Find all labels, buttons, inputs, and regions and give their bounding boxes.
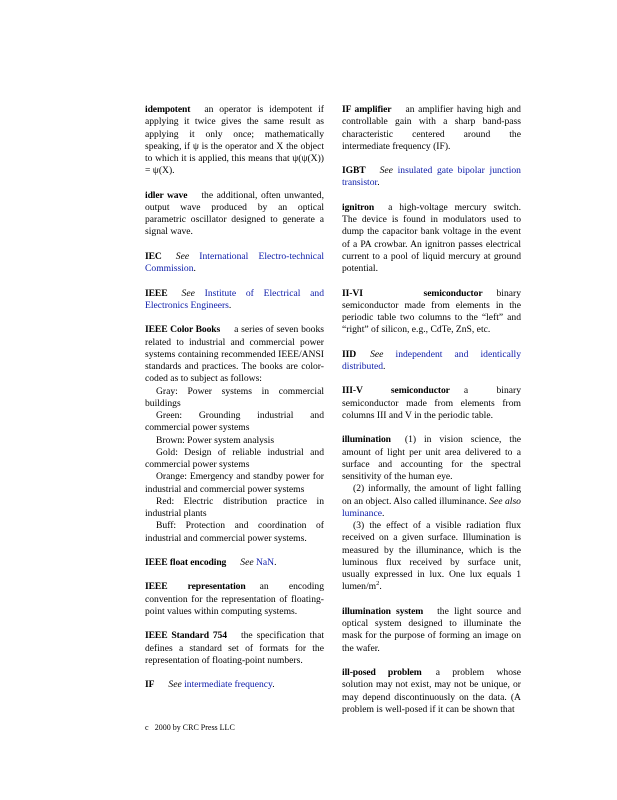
- sense-2: (2) informally, the amount of light falling on an object. Also called illuminance.: [342, 483, 521, 507]
- entry-iii-v-semiconductor: [342, 385, 521, 422]
- punctuation: .: [377, 177, 380, 189]
- see-also-label: See also: [489, 495, 521, 507]
- color-book-item: Buff: Protection and coordination of industrial and commercial power systems.: [145, 520, 324, 544]
- sense-1: (1) in vision science, the amount of light per unit area delivered to a surface and accounting for the spectral sensitivity of the human eye.: [342, 434, 521, 483]
- entry-illumination-system: [342, 606, 521, 655]
- entry-term: IEEE Color Books: [145, 324, 221, 336]
- cross-reference-link[interactable]: intermediate frequency: [184, 679, 273, 691]
- right-column: [342, 104, 521, 728]
- entry-iec: [145, 251, 324, 276]
- entry-idler-wave: [145, 190, 324, 239]
- entry-term: ill-posed problem: [342, 667, 422, 678]
- see-label: See: [379, 165, 393, 177]
- entry-term: IEC: [145, 250, 162, 262]
- entry-illumination: [342, 434, 521, 593]
- entry-ill-posed-problem: [342, 667, 521, 716]
- entry-term: IEEE: [145, 287, 168, 299]
- entry-term: IEEE Standard 754: [145, 630, 227, 642]
- entry-term: IEEE float encoding: [145, 556, 227, 568]
- entry-if: [145, 679, 324, 691]
- entry-ieee-standard-754: [145, 630, 324, 667]
- entry-term: illumination system: [342, 605, 424, 617]
- entry-term: ignitron: [342, 201, 375, 213]
- entry-definition: an amplifier having high and controllable gain with a sharp band-pass characteristic centered around the intermediate frequency (IF).: [342, 104, 521, 152]
- color-book-item: Orange: Emergency and standby power for industrial and commercial power systems: [145, 471, 324, 495]
- entry-term: IF: [145, 679, 155, 691]
- punctuation: .: [228, 299, 232, 311]
- punctuation: .: [272, 679, 275, 691]
- superscript: 2: [376, 580, 380, 588]
- see-label: See: [181, 287, 195, 299]
- entry-term: illumination: [342, 434, 391, 446]
- punctuation: .: [193, 263, 196, 275]
- punctuation: .: [381, 507, 385, 519]
- entry-igbt: [342, 165, 521, 190]
- punctuation: .: [383, 361, 386, 372]
- entry-ignitron: [342, 202, 521, 276]
- cross-reference-link[interactable]: insulated gate bipolar junction transistor: [342, 165, 521, 189]
- see-label: See: [168, 679, 182, 691]
- entry-definition: the light source and optical system designed to illuminate the mask for the purpose of forming an image on the wafer.: [342, 605, 521, 654]
- color-book-item: Red: Electric distribution practice in industrial plants: [145, 495, 324, 519]
- copyright-footer: c⃝2000 by CRC Press LLC: [145, 723, 235, 732]
- entry-definition: a series of seven books related to industrial and commercial power systems containing recommended IEEE/ANSI standards and practices. The books are color-coded as to subject as follows:: [145, 324, 324, 385]
- entry-idempotent: [145, 104, 324, 178]
- entry-ii-vi-semiconductor: [342, 288, 521, 337]
- entry-ieee: [145, 288, 324, 313]
- color-book-item: Gray: Power systems in commercial buildings: [145, 385, 324, 409]
- entry-term: IID: [342, 348, 357, 360]
- color-book-item: Gold: Design of reliable industrial and commercial power systems: [145, 446, 324, 470]
- punctuation: .: [379, 581, 382, 593]
- cross-reference-link[interactable]: International Electro-technical Commission: [145, 250, 324, 275]
- cross-reference-link[interactable]: Institute of Electrical and Electronics Engineers: [145, 287, 324, 311]
- cross-reference-link[interactable]: luminance: [342, 507, 382, 519]
- color-book-item: Green: Grounding industrial and commercial power systems: [145, 410, 324, 434]
- see-label: See: [240, 556, 254, 568]
- color-book-item: Brown: Power system analysis: [156, 434, 275, 446]
- entry-term: II-VI semiconductor: [342, 287, 483, 299]
- entry-term: IEEE representation: [145, 581, 246, 593]
- entry-definition: a high-voltage mercury switch. The device is found in modulators used to dump the capacitor bank voltage in the event of a PA crowbar. An ignitron passes electrical current to a pool of liquid mercury at ground potential.: [342, 201, 521, 275]
- entry-term: IF amplifier: [342, 104, 392, 115]
- entry-definition: the specification that defines a standard set of formats for the representation of floating-point numbers.: [145, 630, 325, 666]
- entry-definition: binary semiconductor made from elements in the periodic table two columns to the “left” and “right” of silicon, e.g., CdTe, ZnS, etc.: [342, 287, 521, 336]
- left-column: [145, 104, 324, 704]
- cross-reference-link[interactable]: NaN: [256, 556, 275, 568]
- see-label: See: [370, 348, 384, 360]
- punctuation: .: [274, 556, 277, 568]
- entry-definition: an operator is idempotent if applying it twice gives the same result as applying it only once; mathematically speaking, if ψ is the operator and X the object to which it is applied, this means that ψ(ψ(X)) = ψ(X).: [145, 104, 324, 177]
- entry-iid: [342, 349, 521, 374]
- entry-term: IGBT: [342, 165, 366, 177]
- entry-if-amplifier: [342, 104, 521, 153]
- cross-reference-link[interactable]: independent and identically distributed: [342, 348, 521, 372]
- entry-ieee-representation: [145, 581, 324, 618]
- sense-3: (3) the effect of a visible radiation flux received on a given surface. Illumination is measured by the illuminance, which is the luminous flux received by surface unit, usually expressed in lux. One lux equals 1 lumen/m: [342, 520, 521, 593]
- see-label: See: [175, 250, 190, 262]
- entry-term: III-V semiconductor: [342, 385, 450, 397]
- entry-ieee-float-encoding: [145, 557, 324, 569]
- entry-definition: the additional, often unwanted, output wave produced by an optical parametric oscillator designed to generate a signal wave.: [145, 189, 324, 238]
- entry-definition: a problem whose solution may not exist, may not be unique, or may depend discontinuously on the data. (A problem is well-posed if it can be shown that: [342, 667, 521, 715]
- entry-definition: an encoding convention for the representation of floating-point values within computing systems.: [145, 581, 325, 617]
- entry-term: idempotent: [145, 104, 191, 115]
- entry-term: idler wave: [145, 189, 188, 201]
- entry-ieee-color-books: [145, 324, 324, 545]
- entry-definition: a binary semiconductor made from elements from columns III and V in the periodic table.: [342, 385, 522, 421]
